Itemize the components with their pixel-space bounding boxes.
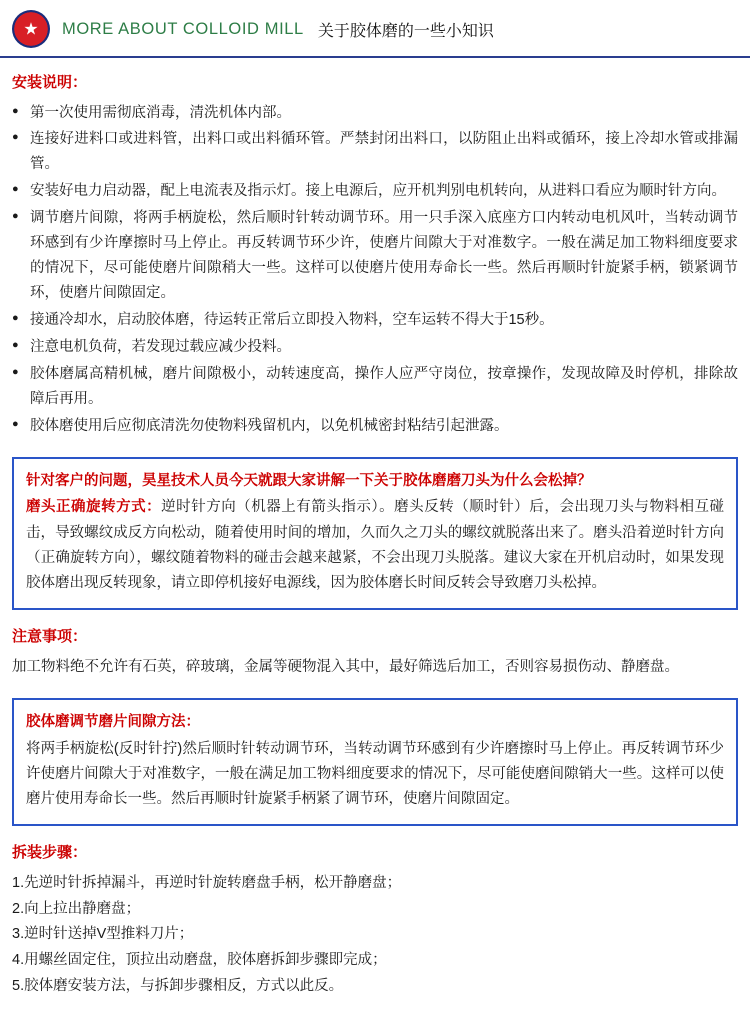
list-item: 4.用螺丝固定住，顶拉出动磨盘，胶体磨拆卸步骤即完成；	[12, 952, 387, 969]
list-item: 3.逆时针送掉V型推料刀片；	[12, 926, 194, 943]
callout-body-text: 逆时针方向（机器上有箭头指示）。磨头反转（顺时针）后，会出现刀头与物料相互碰击，导致螺纹成反方向松动，随着使用时间的增加，久而久之刀头的螺纹就脱落出来了。磨头沿着逆时针方向（正确旋转方向），螺纹随着物料的碰击会越来越紧，不会出现刀头脱落。建议大家在开机启动时，如果发现胶体磨出现反转现象，请立即停机接好电源线，因为胶体磨长时间反转会导致磨刀头松掉。	[26, 499, 725, 591]
callout-body-text: 将两手柄旋松(反时针拧)然后顺时针转动调节环，当转动调节环感到有少许磨擦时马上停止。再反转调节环少许使磨片间隙大于对准数字，一般在满足加工物料细度要求的情况下，尽可能使磨间隙销大一些。这样可以使磨片使用寿命长一些。然后再顺时针旋紧手柄紧了调节环，使磨片间隙固定。	[26, 740, 724, 807]
list-item: ● 注意电机负荷，若发现过载应减少投料。	[12, 335, 738, 360]
list-item: ● 第一次使用需彻底消毒，清洗机体内部。	[12, 101, 738, 126]
article-body	[0, 58, 750, 1018]
notice-body: 加工物料绝不允许有石英，碎玻璃，金属等硬物混入其中，最好筛选后加工，否则容易损伤动、静磨盘。	[12, 658, 679, 675]
callout-box-adjust-gap	[12, 698, 738, 826]
list-item: 2.向上拉出静磨盘；	[12, 900, 141, 917]
list-item: ● 安装好电力启动器，配上电流表及指示灯。接上电源后，应开机判别电机转向，从进料口看应为顺时针方向。	[12, 179, 738, 204]
callout-body	[26, 495, 724, 596]
header-title-en: MORE ABOUT COLLOID MILL	[62, 19, 304, 38]
disassembly-section-title: 拆装步骤：	[12, 844, 88, 862]
list-item: ● 连接好进料口或进料管，出料口或出料循环管。严禁封闭出料口，以防阻止出料或循环，接上冷却水管或排漏管。	[12, 127, 738, 177]
callout-subtitle: 磨头正确旋转方式：	[26, 499, 162, 516]
star-badge-icon	[12, 10, 50, 48]
list-item: ● 胶体磨属高精机械，磨片间隙极小，动转速度高，操作人应严守岗位，按章操作，发现故障及时停机，排除故障后再用。	[12, 362, 738, 412]
list-item: ● 调节磨片间隙，将两手柄旋松，然后顺时针转动调节环。用一只手深入底座方口内转动电机风叶，当转动调节环感到有少许摩擦时马上停止。再反转调节环少许，使磨片间隙大于对准数字。一般在满足加工物料细度要求的情况下，尽可能使磨片间隙稍大一些。这样可以使磨片使用寿命长一些。然后再顺时针旋紧手柄，锁紧调节环，使磨片间隙固定。	[12, 206, 738, 306]
header-title-cn: 关于胶体磨的一些小知识	[317, 22, 494, 40]
install-section-title: 安装说明：	[12, 74, 88, 91]
list-item: ● 胶体磨使用后应彻底清洗勿使物料残留机内，以免机械密封粘结引起泄露。	[12, 414, 738, 439]
notice-section-title: 注意事项：	[12, 628, 88, 646]
disassembly-steps	[12, 871, 738, 1000]
star-glyph: ★	[23, 19, 39, 39]
callout-title: 胶体磨调节磨片间隙方法：	[26, 713, 200, 730]
install-list	[12, 101, 738, 439]
callout-box-loose-head	[12, 457, 738, 611]
list-item: ● 接通冷却水，启动胶体磨，待运转正常后立即投入物料，空车运转不得大于15秒。	[12, 308, 738, 333]
list-item: 5.胶体磨安装方法，与拆卸步骤相反，方式以此反。	[12, 977, 344, 994]
page-header	[0, 0, 750, 58]
callout-title: 针对客户的问题，昊星技术人员今天就跟大家讲解一下关于胶体磨磨刀头为什么会松掉？	[26, 472, 592, 489]
list-item: 1.先逆时针拆掉漏斗，再逆时针旋转磨盘手柄，松开静磨盘；	[12, 874, 402, 891]
